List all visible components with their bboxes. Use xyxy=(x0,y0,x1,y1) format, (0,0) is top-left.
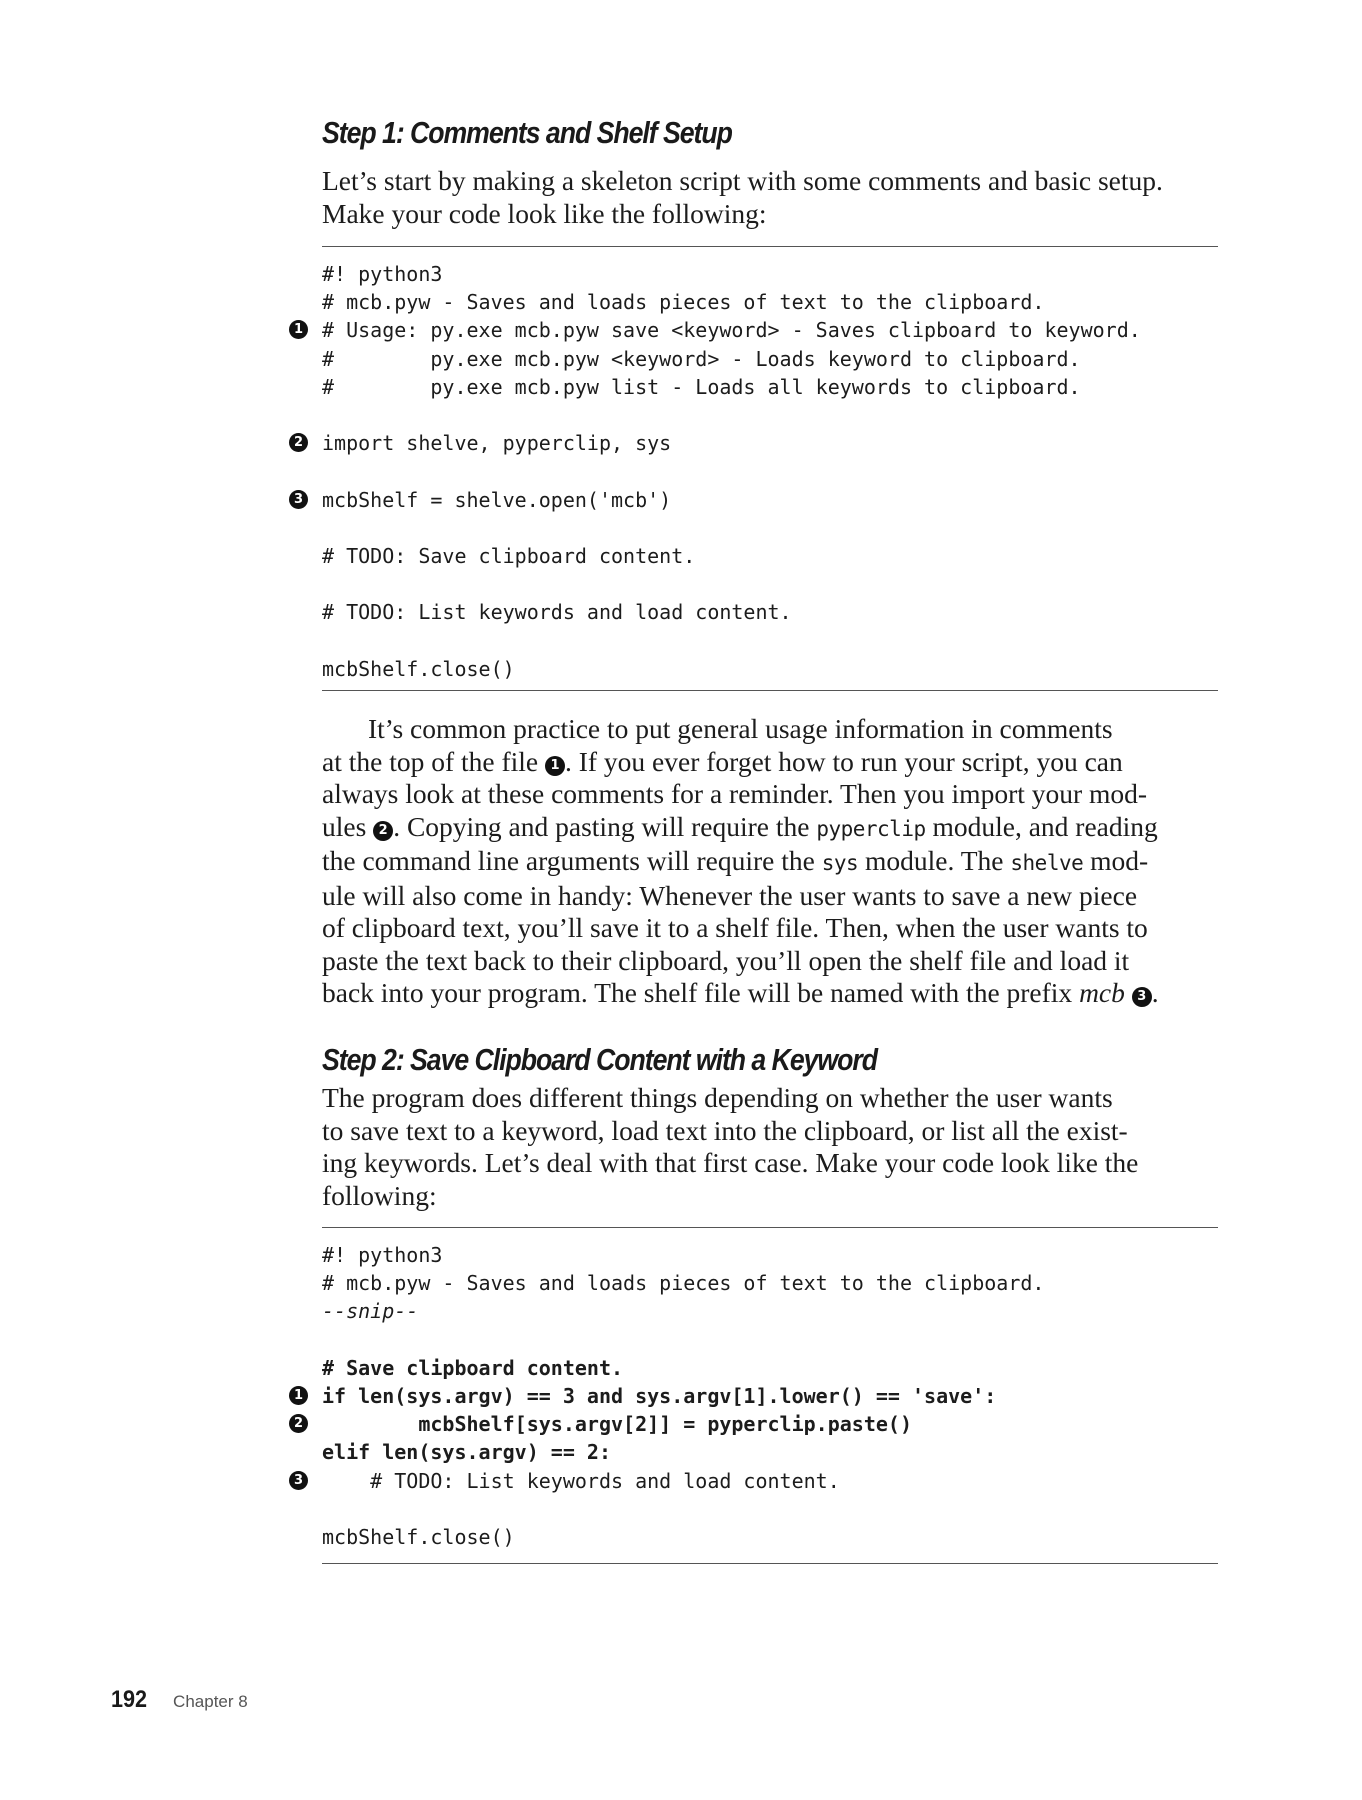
code-line-blank xyxy=(322,457,1222,485)
code-line-text: if len(sys.argv) == 3 and sys.argv[1].lower() == 'save': xyxy=(322,1383,997,1408)
text-run: . xyxy=(1151,977,1159,1008)
paragraph-line: ule will also come in handy: Whenever the user wants to save a new piece xyxy=(322,879,1138,911)
code-line: #! python3 xyxy=(322,262,443,286)
code-line-blank xyxy=(322,401,1222,429)
code-line-bold: # Save clipboard content. xyxy=(322,1355,624,1380)
code-line-blank xyxy=(322,514,1222,542)
code-line-text: import shelve, pyperclip, sys xyxy=(322,431,672,456)
code-line-blank xyxy=(322,1495,1222,1523)
code-line: #! python3 xyxy=(322,1243,443,1267)
callout-marker-1: 1 xyxy=(289,320,308,339)
paragraph-line xyxy=(322,977,1232,1010)
code-line: # TODO: Save clipboard content. xyxy=(322,543,696,568)
inline-code: sys xyxy=(821,851,859,875)
page-number: 192 xyxy=(111,1686,148,1713)
code-line: # TODO: List keywords and load content. xyxy=(322,600,792,625)
step2-heading: Step 2: Save Clipboard Content with a Keyword xyxy=(322,1042,877,1077)
callout-marker-1: 1 xyxy=(289,1386,308,1405)
callout-marker-3: 3 xyxy=(289,490,308,509)
inline-code: shelve xyxy=(1010,851,1084,875)
code-rule-top xyxy=(322,246,1218,247)
italic-term: mcb xyxy=(1079,977,1125,1008)
code-line-text: # TODO: List keywords and load content. xyxy=(322,1468,840,1493)
paragraph-line: It’s common practice to put general usage information in comments xyxy=(368,713,1113,744)
page-footer xyxy=(111,1686,248,1714)
code-line-annotated xyxy=(293,316,1222,344)
paragraph-line: paste the text back to their clipboard, you’ll open the shelf file and load it xyxy=(322,944,1130,976)
code-listing-1 xyxy=(293,260,1222,683)
text-run: at the top of the file xyxy=(322,745,545,777)
step2-intro-line: to save text to a keyword, load text into the clipboard, or list all the exist- xyxy=(322,1114,1128,1146)
step1-intro xyxy=(322,165,1232,230)
code-line-text: mcbShelf = shelve.open('mcb') xyxy=(322,487,672,512)
explanation-paragraph xyxy=(322,713,1232,1010)
code-line-text: # Usage: py.exe mcb.pyw save <keyword> - Saves clipboard to keyword. xyxy=(322,318,1141,343)
inline-code: pyperclip xyxy=(816,816,926,841)
text-run: module. The xyxy=(858,845,1011,876)
code-line: # mcb.pyw - Saves and loads pieces of text to the clipboard. xyxy=(322,290,1045,315)
code-listing-2 xyxy=(293,1241,1222,1551)
code-line: mcbShelf.close() xyxy=(322,656,515,681)
callout-marker-3: 3 xyxy=(289,1471,308,1490)
callout-marker-2: 2 xyxy=(289,433,308,452)
code-line: # py.exe mcb.pyw list - Loads all keywords to clipboard. xyxy=(322,374,1081,399)
code-line-blank xyxy=(322,1326,1222,1354)
code-line-blank xyxy=(322,626,1222,654)
step2-intro-line: ing keywords. Let’s deal with that first case. Make your code look like the xyxy=(322,1147,1139,1178)
callout-marker-2: 2 xyxy=(289,1414,308,1433)
code-line-bold: elif len(sys.argv) == 2: xyxy=(322,1440,611,1465)
text-run: . If you ever forget how to run your script, you can xyxy=(564,745,1123,777)
text-run: the command line arguments will require the xyxy=(322,845,822,876)
callout-ref-1: 1 xyxy=(545,756,565,776)
paragraph-line: always look at these comments for a reminder. Then you import your mod- xyxy=(322,778,1148,809)
step2-intro-line: The program does different things depending on whether the user wants xyxy=(322,1082,1113,1113)
code-line-annotated xyxy=(293,1410,1222,1438)
code-line: # py.exe mcb.pyw <keyword> - Loads keyword to clipboard. xyxy=(322,346,1081,371)
paragraph-line xyxy=(322,746,1232,779)
paragraph-line xyxy=(322,811,1232,846)
text-run: mod- xyxy=(1083,845,1149,876)
code-line-annotated xyxy=(293,1382,1222,1410)
callout-ref-3: 3 xyxy=(1132,987,1152,1007)
code-rule-bottom xyxy=(322,690,1218,691)
step2-intro xyxy=(322,1082,1232,1212)
paragraph-line xyxy=(322,845,1232,880)
code-line-annotated xyxy=(293,429,1222,457)
code-rule-bottom xyxy=(322,1563,1218,1564)
chapter-label: Chapter 8 xyxy=(173,1692,248,1711)
step2-intro-line: following: xyxy=(322,1179,437,1211)
text-run: back into your program. The shelf file will be named with the prefix xyxy=(322,977,1080,1008)
code-line-annotated xyxy=(293,486,1222,514)
step1-intro-line: Let’s start by making a skeleton script with some comments and basic setup. xyxy=(322,165,1163,196)
step1-heading: Step 1: Comments and Shelf Setup xyxy=(322,115,732,150)
step1-intro-line: Make your code look like the following: xyxy=(322,197,767,229)
text-run: ules xyxy=(322,810,374,842)
code-line-annotated xyxy=(293,1467,1222,1495)
text-run: . Copying and pasting will require the xyxy=(393,810,817,842)
code-line: mcbShelf.close() xyxy=(322,1524,515,1549)
code-line-blank xyxy=(322,570,1222,598)
code-rule-top xyxy=(322,1227,1218,1228)
code-line-text: mcbShelf[sys.argv[2]] = pyperclip.paste() xyxy=(322,1412,913,1437)
code-snip: --snip-- xyxy=(322,1299,419,1324)
paragraph-line: of clipboard text, you’ll save it to a shelf file. Then, when the user wants to xyxy=(322,912,1148,943)
text-run: module, and reading xyxy=(925,810,1158,842)
callout-ref-2: 2 xyxy=(373,821,393,841)
code-line: # mcb.pyw - Saves and loads pieces of text to the clipboard. xyxy=(322,1271,1045,1296)
